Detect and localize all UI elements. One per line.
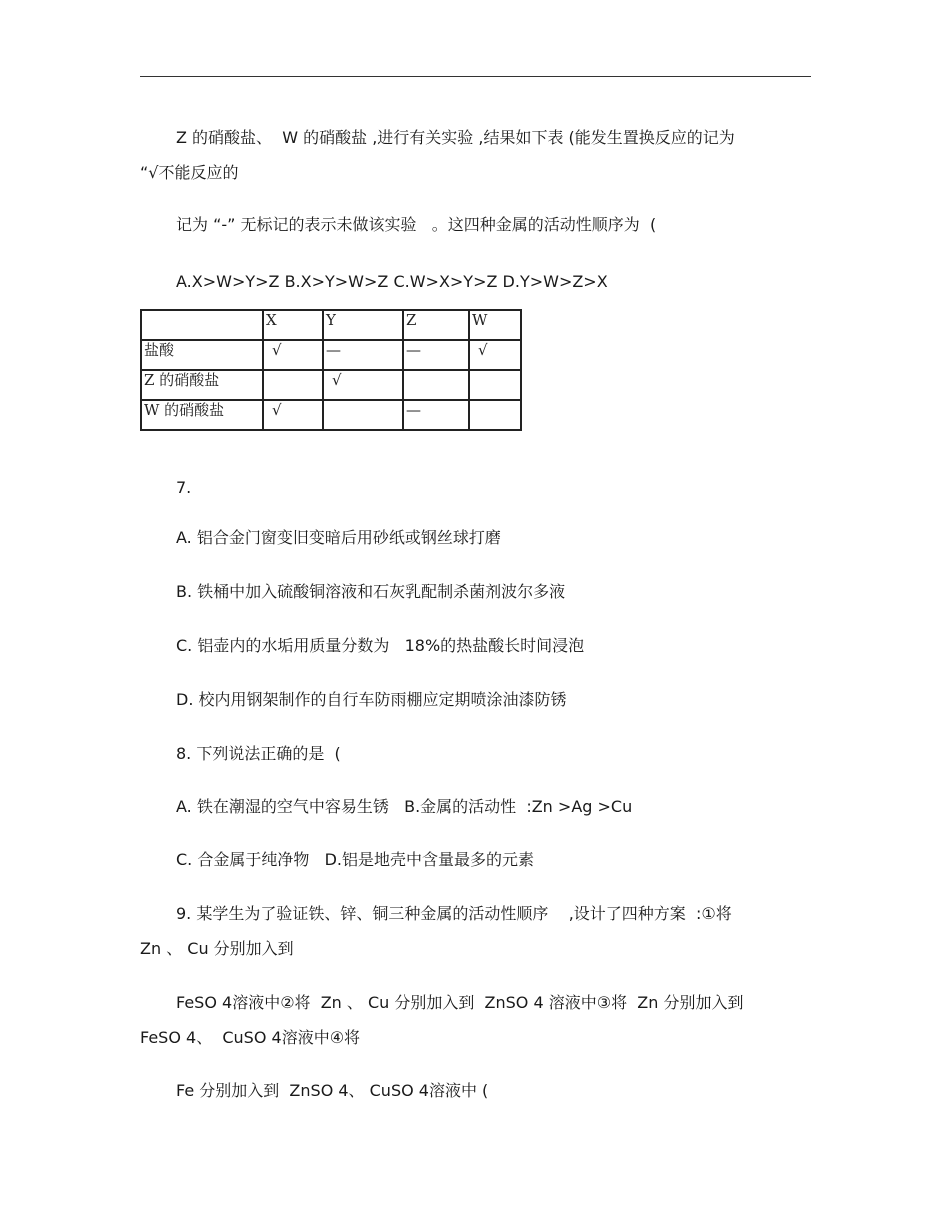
question-9-stem-2: Zn 、 Cu 分别加入到	[140, 939, 294, 958]
text-line-2: “√不能反应的	[140, 163, 239, 182]
table-row	[141, 370, 521, 400]
table-cell	[469, 370, 521, 400]
table-cell	[263, 400, 323, 430]
question-9-stem-3: FeSO 4溶液中②将 Zn 、 Cu 分别加入到 ZnSO 4 溶液中③将 Zn 分别加入到	[176, 993, 744, 1012]
table-header-cell: Z	[403, 310, 469, 340]
table-cell	[263, 340, 323, 370]
text-line-3: 记为 “-” 无标记的表示未做该实验 。这四种金属的活动性顺序为 (	[176, 215, 657, 234]
table-row-label: 盐酸	[141, 340, 263, 370]
text-line-1: Z 的硝酸盐、 W 的硝酸盐 ,进行有关实验 ,结果如下表 (能发生置换反应的记为	[176, 128, 735, 147]
table-header-cell: W	[469, 310, 521, 340]
question-7-option-a: A. 铝合金门窗变旧变暗后用砂纸或钢丝球打磨	[176, 528, 501, 547]
table-cell	[403, 370, 469, 400]
table-cell-value: √	[272, 401, 282, 419]
table-cell	[323, 370, 403, 400]
table-header-cell: X	[263, 310, 323, 340]
table-header-cell: Y	[323, 310, 403, 340]
question-7-option-b: B. 铁桶中加入硫酸铜溶液和石灰乳配制杀菌剂波尔多液	[176, 582, 566, 601]
table-row-label: Z 的硝酸盐	[141, 370, 263, 400]
table-cell-value: √	[478, 341, 488, 359]
question-7-number: 7.	[176, 478, 192, 497]
table-row-label: W 的硝酸盐	[141, 400, 263, 430]
question-8-stem: 8. 下列说法正确的是 (	[176, 744, 341, 763]
question-9-stem-4: FeSO 4、 CuSO 4溶液中④将	[140, 1028, 361, 1047]
table-row	[141, 340, 521, 370]
table-cell	[263, 370, 323, 400]
table-cell	[469, 340, 521, 370]
table-cell: —	[403, 340, 469, 370]
question-9-stem-5: Fe 分别加入到 ZnSO 4、 CuSO 4溶液中 (	[176, 1081, 489, 1100]
table-cell: —	[323, 340, 403, 370]
table-cell-value: √	[272, 341, 282, 359]
table-cell	[469, 400, 521, 430]
table-cell: —	[403, 400, 469, 430]
table-header-row	[141, 310, 521, 340]
answer-options-6: A.X>W>Y>Z B.X>Y>W>Z C.W>X>Y>Z D.Y>W>Z>X	[176, 272, 608, 291]
question-9-stem-1: 9. 某学生为了验证铁、锌、铜三种金属的活动性顺序 ,设计了四种方案 :①将	[176, 904, 732, 923]
question-7-option-d: D. 校内用钢架制作的自行车防雨棚应定期喷涂油漆防锈	[176, 690, 567, 709]
header-rule	[140, 76, 811, 77]
question-8-options-cd: C. 合金属于纯净物 D.铝是地壳中含量最多的元素	[176, 850, 535, 869]
table-row	[141, 400, 521, 430]
question-8-options-ab: A. 铁在潮湿的空气中容易生锈 B.金属的活动性 :Zn >Ag >Cu	[176, 797, 633, 816]
table-header-cell	[141, 310, 263, 340]
table-cell	[323, 400, 403, 430]
reaction-table	[140, 309, 522, 431]
table-cell-value: √	[332, 371, 342, 389]
question-7-option-c: C. 铝壶内的水垢用质量分数为 18%的热盐酸长时间浸泡	[176, 636, 585, 655]
